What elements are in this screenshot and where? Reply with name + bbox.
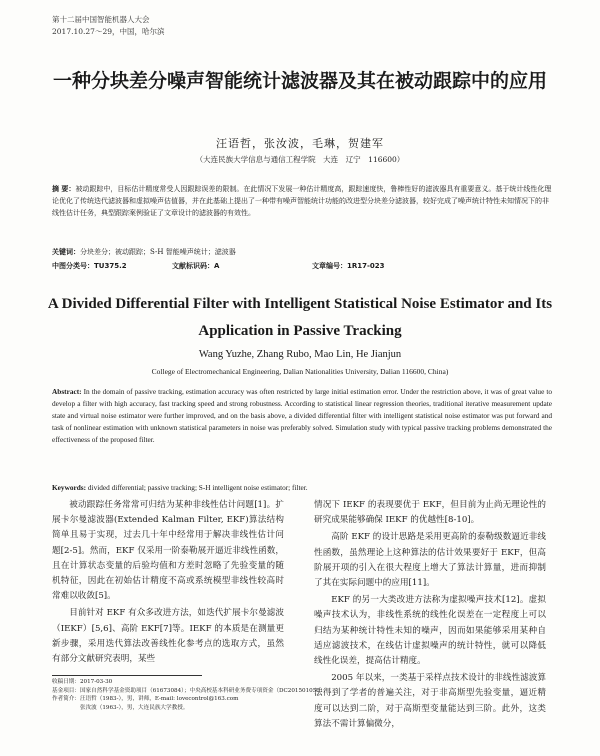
body-column-right bbox=[314, 498, 546, 756]
footnote-rule bbox=[52, 675, 202, 676]
title-english: A Divided Differential Filter with Intelligent Statistical Noise Estimator and Its Application in Passive Tracking bbox=[47, 296, 553, 339]
footnotes bbox=[52, 678, 326, 750]
footnote-funding: 基金项目：国家自然科学基金资助项目（61673084）；中央高校基本科研业务费专项资金（DC201501050） bbox=[52, 687, 326, 694]
body-paragraph: 被动跟踪任务常常可归结为某种非线性估计问题[1]。扩展卡尔曼滤波器(Extended Kalman Filter, EKF)算法结构简单且易于实现，过去几十年中经常用于解决非线性估计问题[2-5]。然而，EKF 仅采用一阶泰勒展开逼近非线性函数，且在计算状态变量的后验均值和方差时忽略了先验变量的随机特征，因此在初始估计精度不高或系统模型非线性较高时常难以收敛[5]。 bbox=[52, 500, 284, 602]
keywords-english-text: divided differential; passive tracking; S-H intelligent noise estimator; filter. bbox=[87, 483, 308, 492]
clc-number bbox=[52, 261, 127, 271]
conference-date-place: 2017.10.27～29，中国，哈尔滨 bbox=[52, 27, 165, 36]
body-paragraph: 高阶 EKF 的设计思路是采用更高阶的泰勒级数逼近非线性函数，虽然理论上这种算法的估计效果要好于 EKF，但高阶展开项的引入在很大程度上增大了算法计算量，进而抑制了其在实际问题中的应用[11]。 bbox=[314, 532, 546, 589]
authors-chinese: 汪语哲，张汝波，毛琳，贺建军 bbox=[216, 137, 384, 150]
body-paragraph: 2005 年以来，一类基于采样点技术设计的非线性滤波算法得到了学者的普遍关注，对于非高斯型先验变量，逼近精度可以达到二阶，对于高斯型变量能达到三阶。此外，这类算法不需计算偏微分， bbox=[314, 673, 546, 729]
doc-code-label: 文献标识码： bbox=[172, 262, 214, 270]
doc-code-value: A bbox=[214, 262, 220, 270]
body-column-left bbox=[52, 498, 284, 668]
authors-english: Wang Yuzhe, Zhang Rubo, Mao Lin, He Jianjun bbox=[198, 349, 402, 360]
footnote-author-2: 张汝波（1963-），男，大连民族大学教授。 bbox=[52, 704, 189, 711]
conference-name: 第十二届中国智能机器人大会 bbox=[52, 15, 150, 24]
article-number-label: 文章编号： bbox=[312, 262, 347, 270]
clc-label: 中图分类号： bbox=[52, 262, 94, 270]
abstract-english-label: Abstract: bbox=[52, 387, 82, 396]
keywords-chinese-text: 分块差分；被动跟踪；S-H 智能噪声统计；滤波器 bbox=[80, 248, 236, 256]
footnote-received: 收稿日期：2017-03-30 bbox=[52, 679, 113, 685]
abstract-chinese bbox=[52, 183, 552, 245]
article-number-value: 1R17-023 bbox=[347, 262, 385, 270]
keywords-chinese bbox=[52, 246, 552, 258]
body-paragraph: 目前针对 EKF 有众多改进方法，如迭代扩展卡尔曼滤波（IEKF）[5,6]、高阶 EKF[7]等。IEKF 的本质是在测量更新步骤，采用迭代算法改善线性化参考点的选取方式，虽然有部分文献研究表明，某些 bbox=[52, 608, 284, 665]
keywords-chinese-label: 关键词： bbox=[52, 248, 80, 256]
body-paragraph: EKF 的另一大类改进方法称为虚拟噪声技术[12]。虚拟噪声技术认为，非线性系统的线性化误差在一定程度上可以归结为某种统计特性未知的噪声，因而如果能够采用某种自适应滤波技术，在线估计虚拟噪声的统计特性，就可以降低线性化误差，提高估计精度。 bbox=[314, 595, 546, 667]
doc-code bbox=[172, 261, 219, 271]
keywords-english bbox=[52, 482, 552, 494]
abstract-chinese-label: 摘 要： bbox=[52, 185, 76, 193]
body-paragraph: 情况下 IEKF 的表现要优于 EKF，但目前为止尚无理论性的研究成果能够确保 IEKF 的优越性[8-10]。 bbox=[314, 500, 546, 526]
clc-value: TU375.2 bbox=[94, 262, 127, 270]
title-chinese: 一种分块差分噪声智能统计滤波器及其在被动跟踪中的应用 bbox=[52, 70, 547, 92]
abstract-english bbox=[52, 386, 552, 482]
keywords-english-label: Keywords: bbox=[52, 483, 87, 492]
abstract-english-text: In the domain of passive tracking, estimation accuracy was often restricted by large initial estimation error. Under the restriction above, it was of great value to develop a filter with high accuracy, fast tracking speed and strong robustness. According to statistical linear regression theories, traditional iterative measurement update state and virtual noise estimator were further improved, and on the basis above, a divided differential filter with intelligent statistical noise estimator was put forward and task of nonlinear estimation with unknown statistical parameters in noise was preferably solved. Simulation study with typical passive tracking problems demonstrated the effectiveness of the proposed filter. bbox=[52, 387, 553, 444]
abstract-chinese-text: 被动跟踪中，目标估计精度常受人因跟踪误差的限制。在此情况下发展一种估计精度高，跟踪速度快，鲁棒性好的滤波器具有重要意义。基于统计线性化理论优化了传统迭代滤波器和虚拟噪声估值器，并在此基础上提出了一种带有噪声智能统计功能的改进型分块差分滤波器，较好完成了噪声统计特性未知情况下的非线性估计任务，典型跟踪案例验证了文章设计的滤波器的有效性。 bbox=[52, 185, 552, 217]
affiliation-english: College of Electromechanical Engineering, Dalian Nationalities University, Dalian 116600, China) bbox=[151, 367, 449, 376]
footnote-author-1: 作者简介：汪语哲（1983-），男，讲师，E-mail: lovecontrol@163.com bbox=[52, 696, 239, 703]
conference-header bbox=[52, 14, 165, 38]
affiliation-chinese: （大连民族大学信息与通信工程学院 大连 辽宁 116600） bbox=[195, 155, 405, 164]
article-number bbox=[312, 261, 385, 271]
